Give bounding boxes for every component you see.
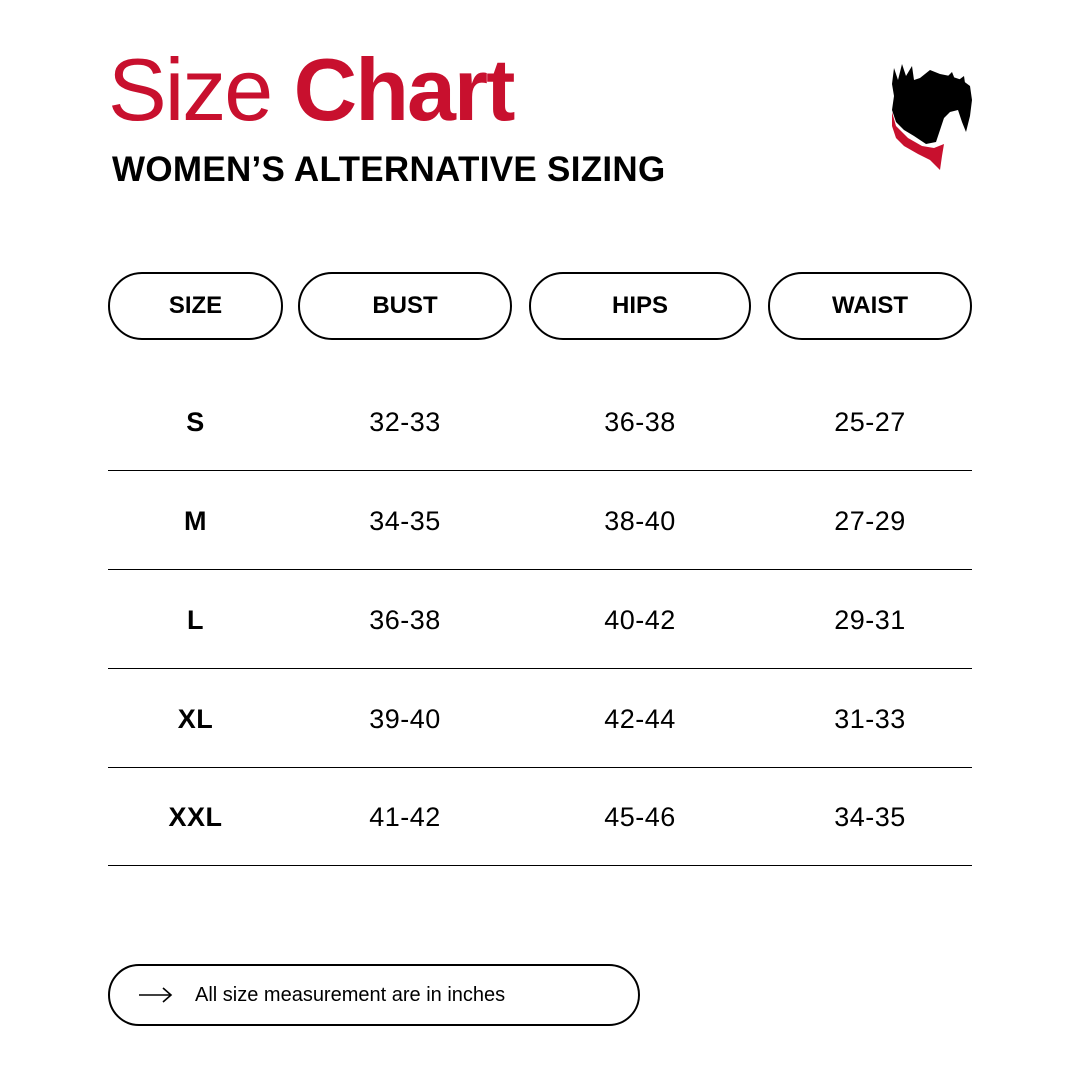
- bust-cell: 39-40: [369, 703, 441, 734]
- column-header-waist: WAIST: [768, 272, 972, 340]
- row-divider: [108, 569, 972, 570]
- scottie-dog-bandana-icon: [884, 60, 980, 176]
- bust-cell: 41-42: [369, 801, 441, 832]
- table-row: [108, 472, 972, 570]
- row-divider: [108, 668, 972, 669]
- measurement-note: [108, 964, 640, 1026]
- waist-cell: 25-27: [834, 406, 906, 437]
- size-cell: L: [187, 604, 204, 635]
- size-cell: S: [186, 406, 205, 437]
- page-title-bold: Chart: [293, 40, 514, 139]
- hips-cell: 42-44: [604, 703, 676, 734]
- arrow-right-icon: [138, 984, 174, 1006]
- table-row: [108, 768, 972, 866]
- table-row: [108, 373, 972, 471]
- bust-cell: 32-33: [369, 406, 441, 437]
- table-row: [108, 571, 972, 669]
- column-header-hips: HIPS: [529, 272, 751, 340]
- hips-cell: 40-42: [604, 604, 676, 635]
- page-subtitle: WOMEN’S ALTERNATIVE SIZING: [112, 150, 666, 189]
- column-header-bust: BUST: [298, 272, 512, 340]
- measurement-note-text: All size measurement are in inches: [195, 984, 506, 1006]
- table-row: [108, 670, 972, 768]
- bust-cell: 34-35: [369, 505, 441, 536]
- bust-cell: 36-38: [369, 604, 441, 635]
- hips-cell: 36-38: [604, 406, 676, 437]
- hips-cell: 45-46: [604, 801, 676, 832]
- size-cell: XXL: [168, 801, 223, 832]
- page-title-light: Size: [108, 40, 272, 139]
- waist-cell: 29-31: [834, 604, 906, 635]
- waist-cell: 27-29: [834, 505, 906, 536]
- page-title: [108, 40, 513, 140]
- size-cell: XL: [177, 703, 214, 734]
- waist-cell: 31-33: [834, 703, 906, 734]
- row-divider: [108, 865, 972, 866]
- hips-cell: 38-40: [604, 505, 676, 536]
- waist-cell: 34-35: [834, 801, 906, 832]
- column-header-size: SIZE: [108, 272, 283, 340]
- row-divider: [108, 470, 972, 471]
- size-cell: M: [184, 505, 207, 536]
